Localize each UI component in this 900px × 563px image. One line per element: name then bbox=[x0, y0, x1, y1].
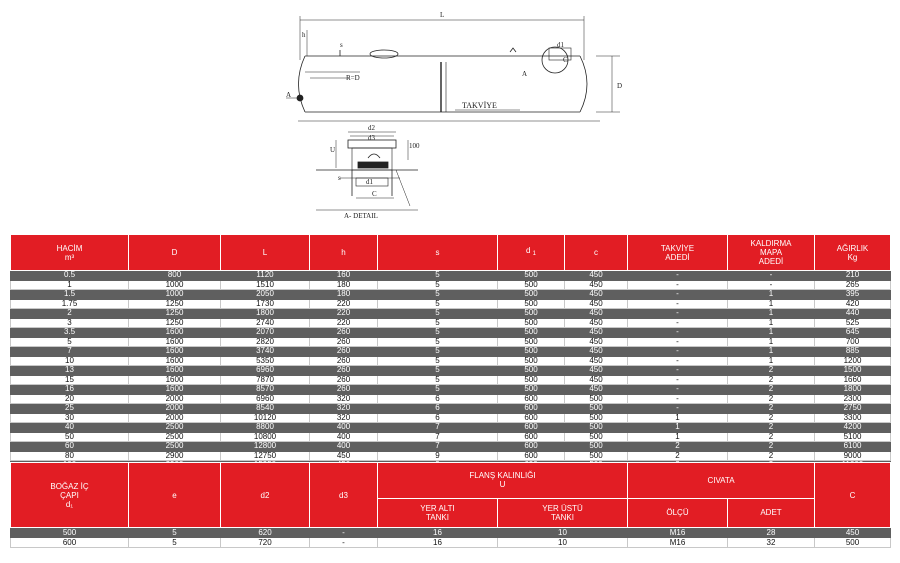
table-cell: 2750 bbox=[815, 404, 891, 414]
table-cell: 2 bbox=[728, 366, 815, 376]
dim-s: s bbox=[340, 41, 343, 49]
table-cell: 1 bbox=[728, 337, 815, 347]
col-s: s bbox=[378, 235, 498, 271]
table-cell: 2 bbox=[728, 385, 815, 395]
table-cell: 6960 bbox=[221, 394, 310, 404]
table-cell: 1 bbox=[728, 347, 815, 357]
table-cell: 500 bbox=[815, 538, 891, 548]
table-cell: 8570 bbox=[221, 385, 310, 395]
table-cell: 1600 bbox=[129, 347, 221, 357]
table-cell: 160 bbox=[310, 271, 378, 281]
table-row bbox=[11, 394, 891, 404]
table-cell: 220 bbox=[310, 299, 378, 309]
table-cell: 500 bbox=[498, 375, 565, 385]
table-cell: 32 bbox=[728, 538, 815, 548]
table-cell: 7 bbox=[378, 432, 498, 442]
table-cell: 3740 bbox=[221, 347, 310, 357]
table-cell: 5 bbox=[378, 271, 498, 281]
table-cell: 7 bbox=[378, 442, 498, 452]
col-c: c bbox=[565, 235, 628, 271]
table-cell: 9000 bbox=[815, 451, 891, 461]
table-cell: 260 bbox=[310, 366, 378, 376]
dim-h: h bbox=[302, 31, 306, 39]
table-cell: 2 bbox=[11, 309, 129, 319]
table-cell: 400 bbox=[310, 432, 378, 442]
table-row bbox=[11, 337, 891, 347]
col-olcu: ÖLÇÜ bbox=[628, 498, 728, 527]
table-cell: 1510 bbox=[221, 280, 310, 290]
table-cell: 2 bbox=[728, 413, 815, 423]
table-cell: 600 bbox=[498, 451, 565, 461]
label-d1: d1 bbox=[557, 41, 564, 49]
table-row bbox=[11, 318, 891, 328]
table-cell: 500 bbox=[565, 404, 628, 414]
table-cell: 450 bbox=[565, 347, 628, 357]
table-cell: 2000 bbox=[129, 394, 221, 404]
table-cell: 2070 bbox=[221, 328, 310, 338]
table-cell: 5 bbox=[378, 356, 498, 366]
table-cell: 500 bbox=[498, 318, 565, 328]
table-cell: 6100 bbox=[815, 442, 891, 452]
table-cell: 320 bbox=[310, 394, 378, 404]
table-cell: 600 bbox=[11, 538, 129, 548]
table-cell: 450 bbox=[565, 366, 628, 376]
table-cell: 600 bbox=[498, 394, 565, 404]
table-cell: 3.5 bbox=[11, 328, 129, 338]
table-cell: 28 bbox=[728, 528, 815, 538]
table-cell: 3 bbox=[11, 318, 129, 328]
table-row bbox=[11, 290, 891, 300]
table-cell: 500 bbox=[498, 347, 565, 357]
table-cell: 10 bbox=[11, 356, 129, 366]
table-cell: 2300 bbox=[815, 394, 891, 404]
table-cell: - bbox=[628, 366, 728, 376]
table-cell: - bbox=[628, 347, 728, 357]
table-cell: 12800 bbox=[221, 442, 310, 452]
label-takviye: TAKVİYE bbox=[462, 101, 497, 110]
flange-spec-table bbox=[10, 462, 891, 548]
table-cell: 2000 bbox=[129, 404, 221, 414]
table-cell: 500 bbox=[498, 366, 565, 376]
col-agirlik: AĞIRLIK Kg bbox=[815, 235, 891, 271]
table-cell: 6960 bbox=[221, 366, 310, 376]
table-cell: 5 bbox=[378, 347, 498, 357]
table-cell: 2050 bbox=[221, 290, 310, 300]
table-cell: 500 bbox=[498, 280, 565, 290]
table-row bbox=[11, 413, 891, 423]
table-cell: 2 bbox=[728, 404, 815, 414]
table-cell: 220 bbox=[310, 318, 378, 328]
table-cell: 1 bbox=[728, 318, 815, 328]
table-cell: 1660 bbox=[815, 375, 891, 385]
table-cell: 5 bbox=[378, 309, 498, 319]
table-row bbox=[11, 299, 891, 309]
table-cell: 16 bbox=[378, 538, 498, 548]
label-u: U bbox=[330, 146, 336, 154]
tank-right-head bbox=[580, 56, 587, 112]
table-cell: 500 bbox=[498, 299, 565, 309]
table-cell: 720 bbox=[221, 538, 310, 548]
table-row bbox=[11, 280, 891, 290]
table-cell: 400 bbox=[310, 442, 378, 452]
table-cell: 620 bbox=[221, 528, 310, 538]
table-cell: 2000 bbox=[129, 413, 221, 423]
table-cell: 1600 bbox=[129, 337, 221, 347]
table-cell: 1200 bbox=[815, 356, 891, 366]
col-flans: FLANŞ KALINLIĞI U bbox=[378, 463, 628, 499]
table-cell: 1250 bbox=[129, 309, 221, 319]
table-cell: 1800 bbox=[815, 385, 891, 395]
table-cell: 2 bbox=[628, 442, 728, 452]
table-cell: 1800 bbox=[221, 309, 310, 319]
table-cell: 13 bbox=[11, 366, 129, 376]
table-cell: 645 bbox=[815, 328, 891, 338]
table-cell: 1600 bbox=[129, 356, 221, 366]
table-cell: 6 bbox=[378, 404, 498, 414]
table-cell: - bbox=[628, 299, 728, 309]
table-cell: 2500 bbox=[129, 432, 221, 442]
table-cell: 60 bbox=[11, 442, 129, 452]
table-cell: 7 bbox=[378, 423, 498, 433]
table-cell: 1 bbox=[628, 432, 728, 442]
table-cell: 1600 bbox=[129, 385, 221, 395]
table-row bbox=[11, 385, 891, 395]
table-cell: 1 bbox=[728, 309, 815, 319]
col-yerustu: YER ÜSTÜ TANKI bbox=[498, 498, 628, 527]
table-cell: - bbox=[310, 538, 378, 548]
table-cell: 700 bbox=[815, 337, 891, 347]
table-row bbox=[11, 271, 891, 281]
table-cell: 5350 bbox=[221, 356, 310, 366]
table-row bbox=[11, 432, 891, 442]
table-cell: 265 bbox=[815, 280, 891, 290]
table-cell: 16 bbox=[378, 528, 498, 538]
table-cell: 1.75 bbox=[11, 299, 129, 309]
table-cell: 500 bbox=[498, 271, 565, 281]
table-cell: 525 bbox=[815, 318, 891, 328]
table-cell: 2 bbox=[728, 432, 815, 442]
table-cell: - bbox=[628, 328, 728, 338]
col-civata: CIVATA bbox=[628, 463, 815, 499]
label-d1-detail: d1 bbox=[366, 178, 373, 186]
table-cell: 440 bbox=[815, 309, 891, 319]
table-cell: 450 bbox=[565, 375, 628, 385]
table-cell: 500 bbox=[498, 309, 565, 319]
table-cell: 1 bbox=[628, 413, 728, 423]
table-cell: 5 bbox=[129, 528, 221, 538]
table-cell: 1500 bbox=[815, 366, 891, 376]
table-row bbox=[11, 442, 891, 452]
table-cell: - bbox=[728, 271, 815, 281]
table-cell: 260 bbox=[310, 347, 378, 357]
table-cell: 0.5 bbox=[11, 271, 129, 281]
table-cell: 600 bbox=[498, 442, 565, 452]
table-cell: 1000 bbox=[129, 290, 221, 300]
table-cell: 6 bbox=[378, 394, 498, 404]
table-cell: 2500 bbox=[129, 423, 221, 433]
table-cell: - bbox=[628, 394, 728, 404]
table-cell: 5 bbox=[129, 538, 221, 548]
table-cell: 1 bbox=[728, 290, 815, 300]
table-cell: 450 bbox=[565, 299, 628, 309]
table-cell: 1.5 bbox=[11, 290, 129, 300]
table-cell: 4200 bbox=[815, 423, 891, 433]
col-h: h bbox=[310, 235, 378, 271]
table-cell: - bbox=[628, 318, 728, 328]
table-cell: - bbox=[628, 404, 728, 414]
table-cell: 500 bbox=[498, 356, 565, 366]
top-nozzle bbox=[370, 50, 398, 58]
table-cell: 10800 bbox=[221, 432, 310, 442]
table-cell: 7 bbox=[11, 347, 129, 357]
table-cell: - bbox=[628, 290, 728, 300]
table-cell: - bbox=[628, 356, 728, 366]
table-cell: 8800 bbox=[221, 423, 310, 433]
dim-D: D bbox=[617, 82, 623, 90]
table-cell: 260 bbox=[310, 375, 378, 385]
table-row bbox=[11, 347, 891, 357]
table-cell: 320 bbox=[310, 404, 378, 414]
table-cell: 500 bbox=[565, 413, 628, 423]
table-cell: 1600 bbox=[129, 366, 221, 376]
label-d2: d2 bbox=[368, 124, 375, 132]
label-d3: d3 bbox=[368, 134, 375, 142]
table-cell: 1250 bbox=[129, 318, 221, 328]
table-cell: 2740 bbox=[221, 318, 310, 328]
table-cell: 1120 bbox=[221, 271, 310, 281]
table-cell: 2 bbox=[728, 375, 815, 385]
table-cell: 5 bbox=[378, 375, 498, 385]
col-d2: d2 bbox=[221, 463, 310, 528]
table-cell: - bbox=[628, 375, 728, 385]
table-cell: 15 bbox=[11, 375, 129, 385]
label-100: 100 bbox=[409, 142, 420, 150]
table-row bbox=[11, 375, 891, 385]
table-cell: 1 bbox=[11, 280, 129, 290]
table-cell: 450 bbox=[565, 309, 628, 319]
table-cell: 180 bbox=[310, 280, 378, 290]
table-cell: 220 bbox=[310, 309, 378, 319]
table-cell: 20 bbox=[11, 394, 129, 404]
table-cell: 80 bbox=[11, 451, 129, 461]
table-cell: 1600 bbox=[129, 375, 221, 385]
table-cell: 1 bbox=[728, 328, 815, 338]
table-cell: 420 bbox=[815, 299, 891, 309]
table-row bbox=[11, 366, 891, 376]
table-cell: 1000 bbox=[129, 280, 221, 290]
col-hacim: HACİM m³ bbox=[11, 235, 129, 271]
table-row bbox=[11, 328, 891, 338]
table-cell: 600 bbox=[498, 404, 565, 414]
col-d: D bbox=[129, 235, 221, 271]
col-kaldirma: KALDIRMA MAPA ADEDİ bbox=[728, 235, 815, 271]
label-detail: A- DETAIL bbox=[344, 212, 378, 220]
table-cell: 5100 bbox=[815, 432, 891, 442]
table-cell: 1730 bbox=[221, 299, 310, 309]
table-cell: 450 bbox=[565, 280, 628, 290]
table-cell: 500 bbox=[565, 423, 628, 433]
table-cell: 500 bbox=[498, 385, 565, 395]
table-cell: 600 bbox=[498, 432, 565, 442]
table-cell: 5 bbox=[378, 290, 498, 300]
col-c2: C bbox=[815, 463, 891, 528]
col-l: L bbox=[221, 235, 310, 271]
table-cell: 1250 bbox=[129, 299, 221, 309]
table-cell: - bbox=[728, 280, 815, 290]
detail-a-drawing bbox=[316, 132, 418, 210]
table-cell: 5 bbox=[11, 337, 129, 347]
table-cell: 2 bbox=[728, 442, 815, 452]
tank-technical-drawing bbox=[0, 0, 900, 230]
table-cell: - bbox=[628, 271, 728, 281]
table-cell: 2820 bbox=[221, 337, 310, 347]
table-cell: 5 bbox=[378, 299, 498, 309]
table-row bbox=[11, 356, 891, 366]
table-cell: 40 bbox=[11, 423, 129, 433]
table-cell: 30 bbox=[11, 413, 129, 423]
label-c-detail: C bbox=[372, 190, 377, 198]
table-cell: 9 bbox=[378, 451, 498, 461]
table-cell: 210 bbox=[815, 271, 891, 281]
label-R: R=D bbox=[346, 74, 360, 82]
label-c: C bbox=[563, 56, 568, 64]
table-row bbox=[11, 404, 891, 414]
col-adet: ADET bbox=[728, 498, 815, 527]
table-row bbox=[11, 528, 891, 538]
col-yeralti: YER ALTI TANKI bbox=[378, 498, 498, 527]
table-cell: 6 bbox=[378, 413, 498, 423]
table-cell: 500 bbox=[565, 442, 628, 452]
label-s-detail: s bbox=[338, 174, 341, 182]
table-cell: 450 bbox=[310, 451, 378, 461]
table-cell: 2500 bbox=[129, 442, 221, 452]
table-cell: 2 bbox=[628, 451, 728, 461]
table-row bbox=[11, 538, 891, 548]
table-row bbox=[11, 451, 891, 461]
table-cell: 500 bbox=[565, 451, 628, 461]
table-cell: 2 bbox=[728, 451, 815, 461]
table-cell: 180 bbox=[310, 290, 378, 300]
table-cell: 12750 bbox=[221, 451, 310, 461]
table-cell: 500 bbox=[498, 328, 565, 338]
table-row bbox=[11, 423, 891, 433]
table-cell: 10120 bbox=[221, 413, 310, 423]
table-cell: 2900 bbox=[129, 451, 221, 461]
table-cell: 25 bbox=[11, 404, 129, 414]
table-cell: 5 bbox=[378, 366, 498, 376]
table-cell: 600 bbox=[498, 413, 565, 423]
table-cell: M16 bbox=[628, 538, 728, 548]
table-cell: 450 bbox=[565, 271, 628, 281]
col-takviye: TAKVİYE ADEDİ bbox=[628, 235, 728, 271]
table-cell: 260 bbox=[310, 337, 378, 347]
table-cell: 450 bbox=[565, 318, 628, 328]
table-cell: 320 bbox=[310, 413, 378, 423]
table-cell: 450 bbox=[815, 528, 891, 538]
table-cell: 500 bbox=[11, 528, 129, 538]
tank-left-head bbox=[299, 56, 306, 112]
table-cell: 260 bbox=[310, 385, 378, 395]
table-cell: 50 bbox=[11, 432, 129, 442]
col-e: e bbox=[129, 463, 221, 528]
table-cell: 450 bbox=[565, 290, 628, 300]
table-cell: 16 bbox=[11, 385, 129, 395]
table-cell: 1600 bbox=[129, 328, 221, 338]
table-cell: M16 bbox=[628, 528, 728, 538]
table-row bbox=[11, 309, 891, 319]
table-cell: 400 bbox=[310, 423, 378, 433]
col-d1: d $_1$ bbox=[498, 235, 565, 271]
table-cell: 450 bbox=[565, 356, 628, 366]
table-cell: 5 bbox=[378, 385, 498, 395]
spec-header-row bbox=[11, 235, 891, 271]
table-cell: 1 bbox=[728, 356, 815, 366]
table-cell: 500 bbox=[565, 432, 628, 442]
table-cell: - bbox=[628, 385, 728, 395]
tank-spec-table bbox=[10, 234, 891, 471]
table-cell: 5 bbox=[378, 337, 498, 347]
label-A: A bbox=[286, 91, 292, 99]
col-bogaz: BOĞAZ İÇ ÇAPI d₁ bbox=[11, 463, 129, 528]
table-cell: 500 bbox=[565, 394, 628, 404]
table-cell: 260 bbox=[310, 328, 378, 338]
table-cell: 1 bbox=[728, 299, 815, 309]
table-cell: - bbox=[628, 309, 728, 319]
table-cell: 260 bbox=[310, 356, 378, 366]
table-cell: 450 bbox=[565, 385, 628, 395]
table-cell: 2 bbox=[728, 423, 815, 433]
table-cell: 3300 bbox=[815, 413, 891, 423]
table-cell: 5 bbox=[378, 280, 498, 290]
table-cell: 395 bbox=[815, 290, 891, 300]
table-cell: 2 bbox=[728, 394, 815, 404]
table-cell: 500 bbox=[498, 337, 565, 347]
table-cell: 5 bbox=[378, 318, 498, 328]
table-cell: 500 bbox=[498, 290, 565, 300]
table-cell: 10 bbox=[498, 538, 628, 548]
table-cell: 800 bbox=[129, 271, 221, 281]
table-cell: 885 bbox=[815, 347, 891, 357]
table-cell: - bbox=[628, 280, 728, 290]
table-cell: 600 bbox=[498, 423, 565, 433]
table-cell: 10 bbox=[498, 528, 628, 538]
table-cell: 450 bbox=[565, 337, 628, 347]
table-cell: 5 bbox=[378, 328, 498, 338]
label-a: A bbox=[522, 70, 528, 78]
table-cell: 1 bbox=[628, 423, 728, 433]
table-cell: - bbox=[628, 337, 728, 347]
table-cell: - bbox=[310, 528, 378, 538]
table-cell: 8540 bbox=[221, 404, 310, 414]
table-cell: 450 bbox=[565, 328, 628, 338]
table-cell: 7870 bbox=[221, 375, 310, 385]
dim-L: L bbox=[440, 11, 445, 19]
col-d3: d3 bbox=[310, 463, 378, 528]
